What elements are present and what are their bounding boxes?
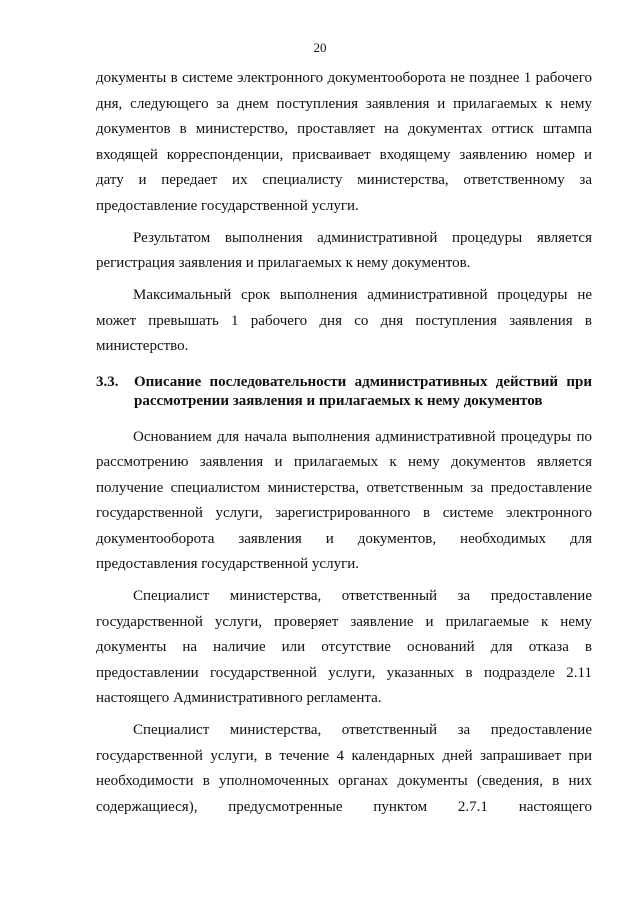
paragraph-result: Результатом выполнения административной процедуры является регистрация заявления и прилагаемых к нему документов. (96, 229, 592, 271)
section-title: Описание последовательности административных действий при рассмотрении заявления и прилагаемых к нему документов (134, 373, 592, 409)
paragraph-specialist-check: Специалист министерства, ответственный за предоставление государственной услуги, проверяет заявление и прилагаемые к нему документы на наличие или отсутствие оснований для отказа в предоставлении государственной услуги, указанных в подразделе 2.11 настоящего Административного регламента. (96, 588, 592, 706)
section-number: 3.3. (96, 373, 119, 390)
document-body (96, 66, 592, 827)
paragraph-max-term: Максимальный срок выполнения административной процедуры не может превышать 1 рабочего дня со дня поступления заявления в министерство. (96, 287, 592, 354)
paragraph-continuation: документы в системе электронного документооборота не позднее 1 рабочего дня, следующего за днем поступления заявления и прилагаемых к нему документов в министерство, проставляет на документах оттиск штампа входящей корреспонденции, присваивает входящему заявлению номер и дату и передает их специалисту министерства, ответственному за предоставление государственной услуги. (96, 70, 592, 214)
paragraph-basis: Основанием для начала выполнения административной процедуры по рассмотрению заявления и прилагаемых к нему документов является получение специалистом министерства, ответственным за предоставление государственной услуги, зарегистрированного в системе электронного документооборота заявления и документов, необходимых для предоставления государственной услуги. (96, 428, 592, 572)
section-heading (96, 373, 592, 411)
page-number: 20 (313, 40, 327, 55)
paragraph-specialist-request: Специалист министерства, ответственный за предоставление государственной услуги, в течение 4 календарных дней запрашивает при необходимости в уполномоченных органах документы (сведения, в них содержащиеся), предусмотренные пунктом 2.7.1 настоящего (96, 722, 592, 815)
